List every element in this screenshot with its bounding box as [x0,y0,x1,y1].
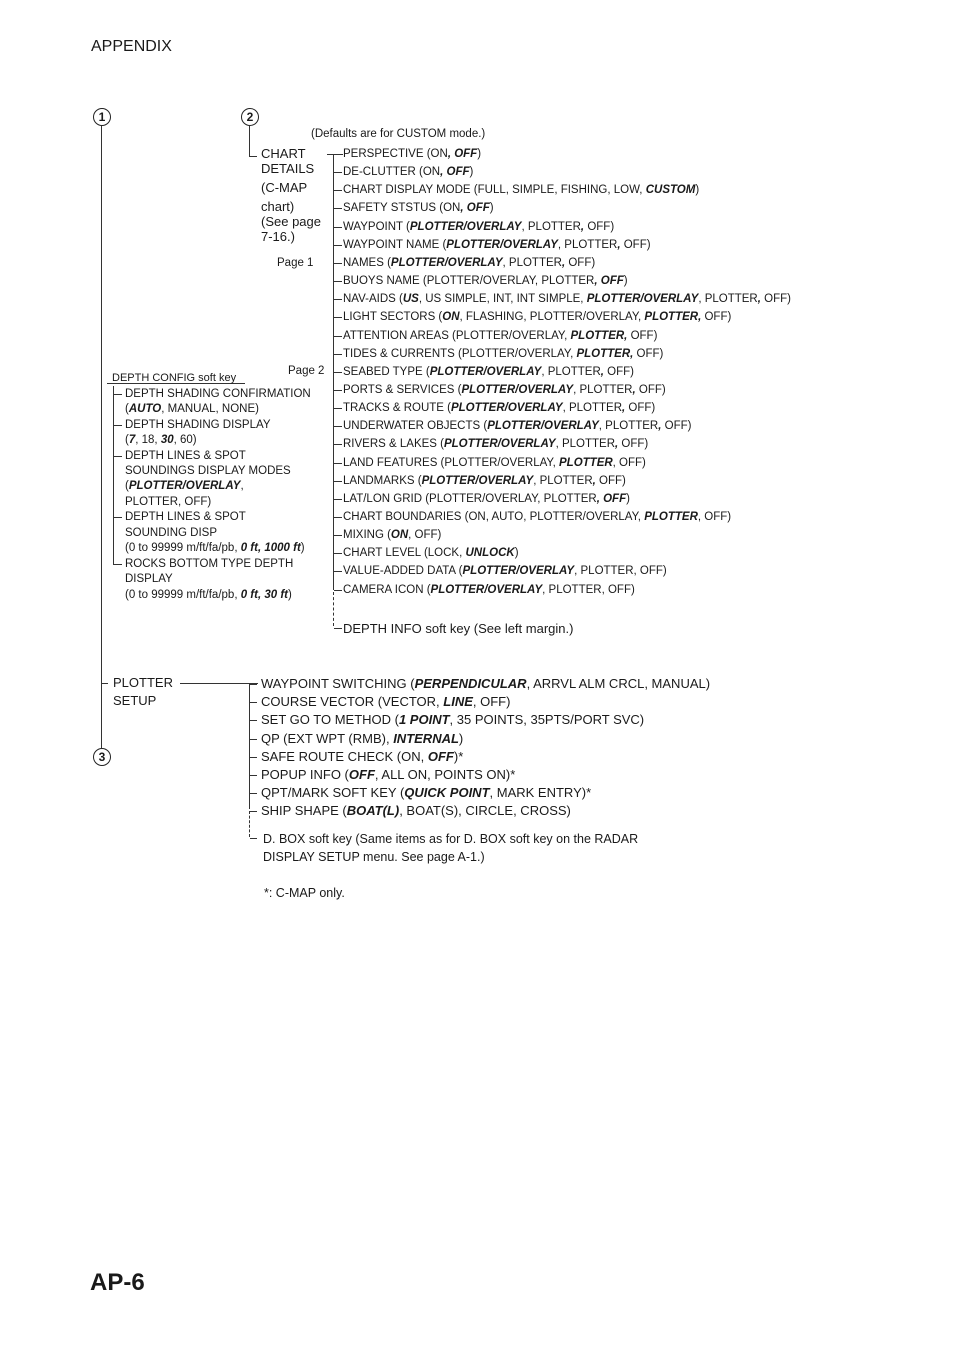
option-text: DEPTH LINES & SPOT [125,450,246,462]
option-text: OFF) [595,474,626,487]
plotter-item-tick [250,775,257,776]
option-text: ) [695,184,700,197]
option-text: , ALL ON, POINTS ON)* [374,767,516,782]
emphasized-default: PLOTTER/OVERLAY [409,220,522,233]
chart-item-tick [334,172,342,173]
option-text: LANDMARKS ( [343,474,422,487]
option-text: , PLOTTER [502,256,562,269]
emphasized-default: PERPENDICULAR [414,676,527,691]
option-text: PORTS & SERVICES ( [343,383,462,396]
emphasized-default: 30 [160,434,174,446]
emphasized-default: , [658,420,662,433]
chart-item-tick [334,535,342,536]
chart-item [343,256,595,270]
emphasized-default: PLOTTER/OVERLAY [429,365,542,378]
chart-item [343,546,519,560]
option-text: ROCKS BOTTOM TYPE DEPTH [125,558,294,570]
emphasized-default: US [402,293,419,306]
depth-config-line [125,464,291,478]
depth-config-line [125,495,211,509]
emphasized-default: PLOTTER/OVERLAY [462,565,575,578]
page-1-label: Page 1 [277,257,314,269]
emphasized-default: , [592,474,596,487]
option-text: SHIP SHAPE ( [261,803,347,819]
chart-item [343,365,634,379]
chart-item [343,201,494,215]
marker-3: 3 [93,748,111,766]
plotter-item-tick [250,793,257,794]
chart-details-label-line: (C-MAP [261,180,308,195]
option-text: WAYPOINT SWITCHING ( [261,676,415,691]
emphasized-default: LINE [443,694,473,710]
chart-item-tick [334,426,342,427]
chart-item [343,437,648,451]
chart-details-label-line: (See page [261,214,321,229]
emphasized-default: 0 ft, 1000 ft [240,542,301,554]
option-text: SET GO TO METHOD ( [261,712,399,728]
option-text: OFF) [701,311,732,324]
depth-config-line [125,572,173,586]
emphasized-default: , [617,238,621,251]
depth-info-tick [334,628,342,629]
option-text: OFF) [618,438,649,451]
plotter-item-tick [250,684,257,685]
option-text: , MANUAL, NONE) [161,403,259,415]
depth-config-line [125,541,305,555]
option-text: TRACKS & ROUTE ( [343,402,451,415]
marker-1: 1 [93,108,111,126]
depth-config-line [125,588,292,602]
plotter-item-tick [250,720,257,721]
option-text: WAYPOINT ( [343,220,410,233]
option-text: , PLOTTER [533,474,593,487]
option-text: , ARRVL ALM CRCL, MANUAL) [526,676,711,691]
emphasized-default: ON [442,311,460,324]
chart-item [343,383,666,397]
option-text: ( [125,403,129,415]
plotter-item [261,712,644,728]
option-text: BUOYS NAME (PLOTTER/OVERLAY, PLOTTER [343,275,595,288]
chart-item [343,329,657,343]
plotter-setup-connector [180,683,258,684]
option-text: ( [125,434,129,446]
plotter-item [261,749,463,765]
emphasized-default: , [561,256,566,269]
chart-item [343,401,655,415]
option-text: OFF) [661,420,692,433]
option-text: ) [477,148,482,160]
emphasized-default: QUICK POINT [404,785,490,801]
chart-item-tick [334,190,342,191]
chart-item [343,510,731,524]
chart-item [343,528,441,542]
option-text: CHART DISPLAY MODE (FULL, SIMPLE, FISHING, LOW, [343,184,646,197]
chart-item-tick [334,463,342,464]
option-text: , PLOTTER [562,402,623,415]
chart-item [343,274,628,288]
option-text: WAYPOINT NAME ( [343,238,447,251]
option-text: LAT/LON GRID (PLOTTER/OVERLAY, PLOTTER [343,492,597,505]
emphasized-default: PLOTTER/OVERLAY [390,256,503,269]
option-text: , BOAT(S), CIRCLE, CROSS) [399,803,571,819]
option-text: OFF) [633,347,664,360]
depth-config-line [125,433,197,447]
option-text: , OFF) [612,456,646,469]
emphasized-default: PLOTTER, [576,347,634,360]
chart-item-tick [334,499,342,500]
chart-item-tick [334,590,342,591]
option-text: , 60) [173,434,197,446]
option-text: CHART BOUNDARIES (ON, AUTO, PLOTTER/OVERLAY, [343,511,645,523]
option-text: OFF) [635,383,666,396]
option-text: ) [458,730,464,746]
emphasized-default: INTERNAL [393,730,459,746]
option-text: DEPTH SHADING DISPLAY [125,419,271,431]
page-number: AP-6 [90,1269,145,1296]
emphasized-default: PLOTTER/OVERLAY [446,238,558,251]
emphasized-default: PLOTTER/OVERLAY [487,420,599,433]
plotter-item [261,676,710,692]
option-text: ) [469,166,474,179]
option-text: , PLOTTER, OFF) [542,583,635,596]
chart-item-tick [334,481,342,482]
option-text: QP (EXT WPT (RMB), [261,730,394,746]
emphasized-default: PLOTTER/OVERLAY [128,480,241,492]
emphasized-default: , [632,383,636,396]
option-text: )* [453,748,464,764]
option-text: , PLOTTER [598,420,659,433]
emphasized-default: , [580,220,585,233]
option-text: NAV-AIDS ( [343,293,403,306]
emphasized-default: ON [390,529,409,542]
plotter-item [261,694,510,710]
chart-item-tick [334,263,342,264]
chart-item-tick [334,281,342,282]
chart-item-tick [334,571,342,572]
option-text: ) [489,202,494,215]
plotter-item [261,731,463,747]
chart-item-tick [334,354,342,355]
chart-item-tick [334,372,342,373]
option-text: , PLOTTER, OFF) [574,565,667,578]
plotter-item [261,803,571,819]
depth-config-tick [113,564,122,565]
option-text: CAMERA ICON ( [343,583,431,596]
option-text: , PLOTTER [573,383,633,396]
option-text: OFF) [620,238,651,251]
chart-item [343,183,699,197]
chart-item [343,347,663,361]
emphasized-default: UNLOCK [465,547,515,560]
chart-details-stem [249,126,250,156]
option-text: , OFF) [697,511,732,523]
depth-config-tick [113,456,122,457]
option-text: , 35 POINTS, 35PTS/PORT SVC) [449,712,645,728]
option-text: , OFF) [472,694,511,710]
chart-item [343,292,791,306]
emphasized-default: , [622,402,626,415]
emphasized-default: OFF [427,748,454,764]
plotter-item-tick [250,811,257,812]
option-text: SAFE ROUTE CHECK (ON, [261,748,428,764]
chart-item [343,474,626,488]
emphasized-default: PLOTTER/OVERLAY [586,293,699,306]
chart-item [343,419,691,433]
chart-item [343,456,646,470]
option-text: , US SIMPLE, INT, INT SIMPLE, [418,293,587,306]
main-tree-line [101,126,102,748]
emphasized-default: PLOTTER/OVERLAY [450,402,563,415]
option-text: (0 to 99999 m/ft/fa/pb, [125,589,241,601]
option-text: TIDES & CURRENTS (PLOTTER/OVERLAY, [343,347,577,360]
emphasized-default: , OFF [460,202,490,215]
plotter-items-dashed-trunk [249,811,250,837]
emphasized-default: , OFF [596,492,627,505]
depth-config-tick [113,425,122,426]
depth-config-trunk [113,386,114,564]
depth-config-line [125,387,311,401]
plotter-item-tick [250,739,257,740]
option-text: LAND FEATURES (PLOTTER/OVERLAY, [343,456,559,469]
option-text: ATTENTION AREAS (PLOTTER/OVERLAY, [343,329,571,342]
option-text: DEPTH LINES & SPOT [125,511,246,523]
chart-item-tick [334,208,342,209]
plotter-item [261,767,515,783]
depth-config-line [125,418,271,432]
emphasized-default: , [757,293,761,306]
option-text: DISPLAY [125,573,173,585]
option-text: OFF) [603,365,634,378]
marker-2: 2 [241,108,259,126]
option-text: SOUNDING DISP [125,527,218,539]
option-text: ) [623,275,628,288]
option-text: ) [300,542,305,554]
chart-items-dashed-trunk [333,592,334,626]
emphasized-default: PLOTTER, [644,311,702,324]
emphasized-default: , OFF [440,166,470,179]
chart-item-tick [334,517,342,518]
option-text: RIVERS & LAKES ( [343,438,444,451]
option-text: POPUP INFO ( [261,767,349,782]
option-text: PLOTTER, OFF) [125,496,212,508]
emphasized-default: PLOTTER [559,456,613,469]
option-text: SAFETY STSTUS (ON [343,202,461,215]
chart-item-tick [334,444,342,445]
dbox-note-line: DISPLAY SETUP menu. See page A-1.) [263,850,485,864]
option-text: UNDERWATER OBJECTS ( [343,420,488,433]
chart-item [343,310,731,324]
chart-item-tick [334,245,342,246]
depth-config-tick [113,394,122,395]
chart-details-label-line: chart) [261,199,295,214]
chart-item-tick [334,408,342,409]
option-text: , OFF) [408,529,442,542]
option-text: , FLASHING, PLOTTER/OVERLAY, [459,311,645,324]
option-text: MIXING ( [343,529,391,542]
emphasized-default: , OFF [594,275,624,288]
option-text: , MARK ENTRY)* [489,785,592,801]
chart-details-tick [249,156,257,157]
emphasized-default: PLOTTER/OVERLAY [461,383,574,396]
chart-item-tick [334,154,342,155]
option-text: OFF) [625,402,656,415]
chart-item [343,238,651,252]
option-text: NAMES ( [343,256,391,269]
option-text: , [240,480,244,492]
option-text: LIGHT SECTORS ( [343,311,443,324]
option-text: SOUNDINGS DISPLAY MODES [125,465,291,477]
option-text: DE-CLUTTER (ON [343,166,441,179]
chart-item [343,220,614,234]
depth-config-line [125,402,259,416]
chart-item-tick [334,390,342,391]
plotter-setup-label-line: PLOTTER [113,675,173,690]
emphasized-default: PLOTTER/OVERLAY [443,438,556,451]
depth-config-line [125,526,217,540]
depth-info-item: DEPTH INFO soft key (See left margin.) [343,621,574,636]
chart-item-tick [334,299,342,300]
emphasized-default: , [615,438,619,451]
footnote: *: C-MAP only. [264,886,345,900]
option-text: , 18, [135,434,161,446]
emphasized-default: PLOTTER/OVERLAY [421,474,534,487]
emphasized-default: , [600,365,604,378]
depth-config-title: DEPTH CONFIG soft key [112,372,237,384]
chart-item [343,583,635,597]
chart-item-tick [334,227,342,228]
dbox-tick [250,838,257,839]
option-text: OFF) [627,329,658,342]
option-text: , PLOTTER [521,220,581,233]
page-header: APPENDIX [91,38,172,55]
chart-item-tick [334,336,342,337]
plotter-item-tick [250,757,257,758]
chart-item [343,147,481,161]
option-text: (0 to 99999 m/ft/fa/pb, [125,542,241,554]
page-2-label: Page 2 [288,365,325,377]
plotter-item [261,785,591,801]
option-text: , PLOTTER [555,438,616,451]
option-text: ) [514,547,519,560]
option-text: ) [626,492,630,505]
emphasized-default: OFF [348,767,375,782]
plotter-setup-tick [102,683,108,684]
chart-details-label-line: CHART [261,146,306,161]
emphasized-default: CUSTOM [645,184,696,197]
option-text: OFF) [565,256,596,269]
emphasized-default: BOAT(L) [346,803,400,819]
chart-item-tick [334,317,342,318]
depth-config-line [125,557,293,571]
defaults-note: (Defaults are for CUSTOM mode.) [311,128,486,140]
option-text: ( [125,480,129,492]
emphasized-default: PLOTTER/OVERLAY [430,583,543,596]
depth-config-line [125,510,246,524]
option-text: COURSE VECTOR (VECTOR, [261,694,444,710]
emphasized-default: 1 POINT [398,712,450,728]
option-text: PERSPECTIVE (ON [343,148,448,160]
option-text: , PLOTTER [557,238,618,251]
option-text: SEABED TYPE ( [343,365,430,378]
depth-config-tick [113,517,122,518]
emphasized-default: 7 [128,434,136,446]
dbox-note-line: D. BOX soft key (Same items as for D. BOX soft key on the RADAR [263,832,639,846]
plotter-setup-label-line: SETUP [113,693,157,708]
emphasized-default: , OFF [447,148,478,160]
chart-details-label-line: DETAILS [261,161,315,176]
chart-details-label-line: 7-16.) [261,229,295,244]
option-text: VALUE-ADDED DATA ( [343,565,463,578]
option-text: CHART LEVEL (LOCK, [343,547,466,560]
depth-config-line [125,479,244,493]
chart-item [343,564,667,578]
option-text: QPT/MARK SOFT KEY ( [261,785,405,801]
option-text: OFF) [584,220,615,233]
chart-item [343,165,473,179]
depth-config-line [125,449,246,463]
option-text: OFF) [760,293,791,306]
emphasized-default: PLOTTER [644,511,698,523]
option-text: DEPTH SHADING CONFIRMATION [125,388,311,400]
emphasized-default: PLOTTER, [570,329,628,342]
option-text: , PLOTTER [541,365,601,378]
option-text: ) [288,589,292,601]
option-text: , PLOTTER [698,293,758,306]
emphasized-default: 0 ft, 30 ft [240,589,289,601]
emphasized-default: AUTO [128,403,162,415]
plotter-item-tick [250,702,257,703]
chart-item [343,492,630,506]
chart-item-tick [334,553,342,554]
